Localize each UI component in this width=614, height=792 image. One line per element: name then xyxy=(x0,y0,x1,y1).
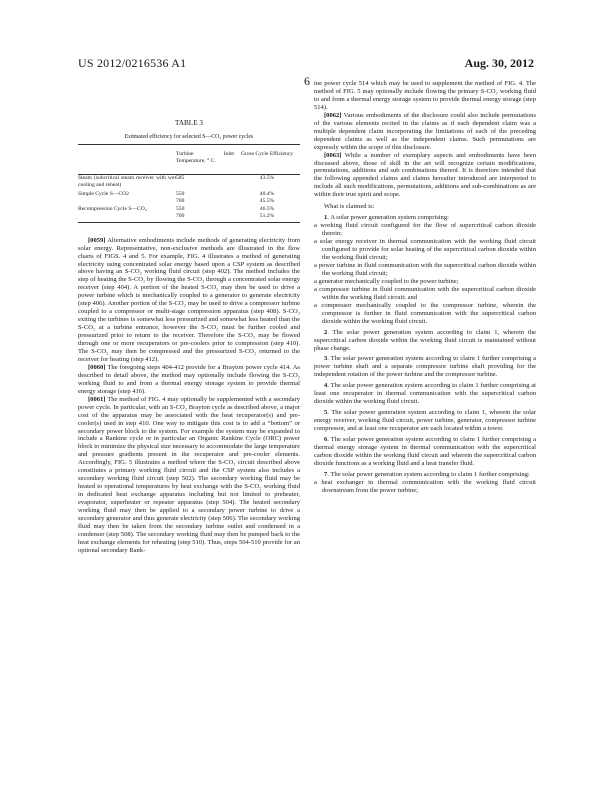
table-title: TABLE 3 xyxy=(175,119,203,127)
claim-7: 7. The solar power generation system according to claim 1 further comprising: xyxy=(324,470,530,478)
paragraph-0063: [0063] While a number of exemplary aspects and embodiments have been discussed above, those of skill in the art will recognize certain modifications, permutations, additions and sub combinations thereof. It is therefore intended that the following appended claims and claims hereafter introduced are interpreted to include all such modifications, permutations, additions and sub-combinations as are within their true spirit and scope. xyxy=(314,151,536,199)
paragraph-continued: ine power cycle 514 which may be used to supplement the method of FIG. 4. The method of FIG. 5 may optionally include flowing the primary S-CO₂ working fluid to and from a thermal energy storage system to provide thermal energy storage (step 514). xyxy=(314,80,536,111)
table-caption: Estimated efficiency for selected S—CO₂ power cycles xyxy=(78,134,300,145)
page-number: 6 xyxy=(304,74,310,88)
claim-item: a heat exchanger in thermal communication with the working fluid circuit downstream from the power turbine; xyxy=(314,478,536,494)
table-row: Recompression Cycle S—CO₂ 550 700 46.5% 51.2% xyxy=(78,206,275,220)
claim-item: a compressor turbine in fluid communication with the supercritical carbon dioxide within the working fluid circuit; and xyxy=(314,285,536,301)
claim-4: 4. The solar power generation system according to claim 1 further comprising at least one recuperator in thermal communication with the supercritical carbon dioxide within the working fluid circuit. xyxy=(314,382,536,406)
claim-6: 6. The solar power generation system according to claim 1 further comprising a thermal energy storage system in thermal communication with the supercritical carbon dioxide within the working fluid circuit and wherein the supercritical carbon dioxide functions as a working fluid and a heat transfer fluid. xyxy=(314,436,536,467)
paragraph-0060: [0060] The foregoing steps 404-412 provide for a Brayton power cycle 414. As described in detail above, the method may optionally include flowing the S-CO₂ working fluid to and from a thermal energy storage system to provide thermal energy storage (step 416). xyxy=(78,363,300,395)
paragraph-0062: [0062] Various embodiments of the disclosure could also include permutations of the various elements recited in the claims as if each dependent claim was a multiple dependent claim incorporating the limitations of each of the preceding dependent claims as well as the independent claims. Such permutations are expressly within the scope of this disclosure. xyxy=(314,111,536,151)
claim-1: 1. A solar power generation system comprising: xyxy=(324,214,449,222)
table-row: Simple Cycle S—CO2 550 700 40.4% 45.5% xyxy=(78,191,275,204)
table-col-header xyxy=(78,151,176,168)
efficiency-table xyxy=(78,151,300,223)
publication-date: Aug. 30, 2012 xyxy=(464,56,534,70)
left-column xyxy=(78,120,300,555)
table-row: Steam (subcritical steam receiver with wet cooling and reheat) 585 43.5% xyxy=(78,175,275,188)
claim-5: 5. The solar power generation system according to claim 1, wherein the solar energy receiver, working fluid circuit, power turbine, generator, compressor turbine compressor, and at least one recuperator are each located within a tower. xyxy=(314,409,536,433)
publication-number: US 2012/0216536 A1 xyxy=(78,56,187,70)
paragraph-0061: [0061] The method of FIG. 4 may optionally be supplemented with a secondary power cycle. In particular, with an S-CO₂ Brayton cycle as described above, a major cost of the apparatus may be associated with the heat recuperator(s) and pre-cooler(s) used in step 410. One way to mitigate this cost is to add a “bottom” or secondary power block to the system. For example the system may be expanded to include a Rankine cycle or in particular an Organic Rankine Cycle (ORC) power block to minimize the physical size necessary to accommodate the large temperature and pressure gradients present in the recuperator and pre-cooler elements. Accordingly, FIG. 5 illustrates a method where the S-CO₂ circuit described above constitutes a primary working fluid circuit and the CSP system also includes a secondary working fluid circuit (step 502). The secondary working fluid may be heated to operational temperatures by heat exchange with the S-CO₂ working fluid in dedicated heat exchange apparatus including but not limited to preheater, evaporator, superheater or repeater apparatus (step 504). The heated secondary working fluid may then be applied to a secondary power turbine to drive a secondary generator and thus generate electricity (step 506). The secondary working fluid may then be taken from the secondary turbine outlet and condensed in a condenser (step 508). The secondary working fluid may then be pumped back to the heat exchange elements for reheating (step 510). Thus, steps 504-510 provide for an optional secondary Rank- xyxy=(78,395,300,554)
claim-item: a solar energy receiver in thermal communication with the working fluid circuit configured to provide for solar heating of the supercritical carbon dioxide within the working fluid circuit; xyxy=(314,238,536,262)
claim-3: 3. The solar power generation system according to claim 1 further comprising a power turbine shaft and a separate compressor turbine shaft providing for the independent rotation of the power turbine and the compressor turbine. xyxy=(314,355,536,379)
claims-heading: What is claimed is: xyxy=(324,203,375,211)
right-column xyxy=(314,80,536,495)
claim-item: a power turbine in fluid communication with the supercritical carbon dioxide within the working fluid circuit; xyxy=(314,261,536,277)
table-col-header: Turbine Inlet Temperature, ° C. xyxy=(176,150,234,164)
paragraph-0059: [0059] Alternative embodiments include methods of generating electricity from solar energy. Representative, non-exclusive methods are illustrated in the flow charts of FIGS. 4 and 5. For example, FIG. 4 illustrates a method of generating electricity using concentrated solar energy based upon a CSP system as described above having an S-CO₂ working fluid circuit (step 402). The method includes the step of heating the S-CO₂ by flowing the S-CO₂ through a concentrated solar energy receiver (step 404). A portion of the heated S-CO₂ may then be used to drive a power turbine which is mechanically coupled to a generator to generate electricity (step 406). Another portion of the S-CO₂ may be used to drive a compressor turbine coupled to a compressor or multi-stage compression apparatus (step 408). S-CO₂ exiting the turbines is somewhat less pressurized and somewhat less heated than the S-CO₂ at a turbine entrance, however the S-CO₂ must be further cooled and pressurized prior to return to the receiver. Therefore the S-CO₂ may be flowed through one or more recuperators or pre-coolers prior to compression (step 410). The S-CO₂ may then be compressed and the pressurized S-CO₂ returned to the receiver for heating (step 412). xyxy=(78,236,300,363)
claim-item: a generator mechanically coupled to the power turbine; xyxy=(314,277,459,285)
claim-item: a compressor mechanically coupled to the compressor turbine, wherein the compressor is further in fluid communication with the supercritical carbon dioxide within the working fluid circuit. xyxy=(314,301,536,325)
claim-2: 2. The solar power generation system according to claim 1, wherein the supercritical carbon dioxide within the working fluid circuit is maintained without phase change. xyxy=(314,328,536,352)
claim-item: a working fluid circuit configured for the flow of supercritical carbon dioxide therein; xyxy=(314,222,536,238)
table-col-header: Gross Cycle Efficiency xyxy=(240,150,294,157)
